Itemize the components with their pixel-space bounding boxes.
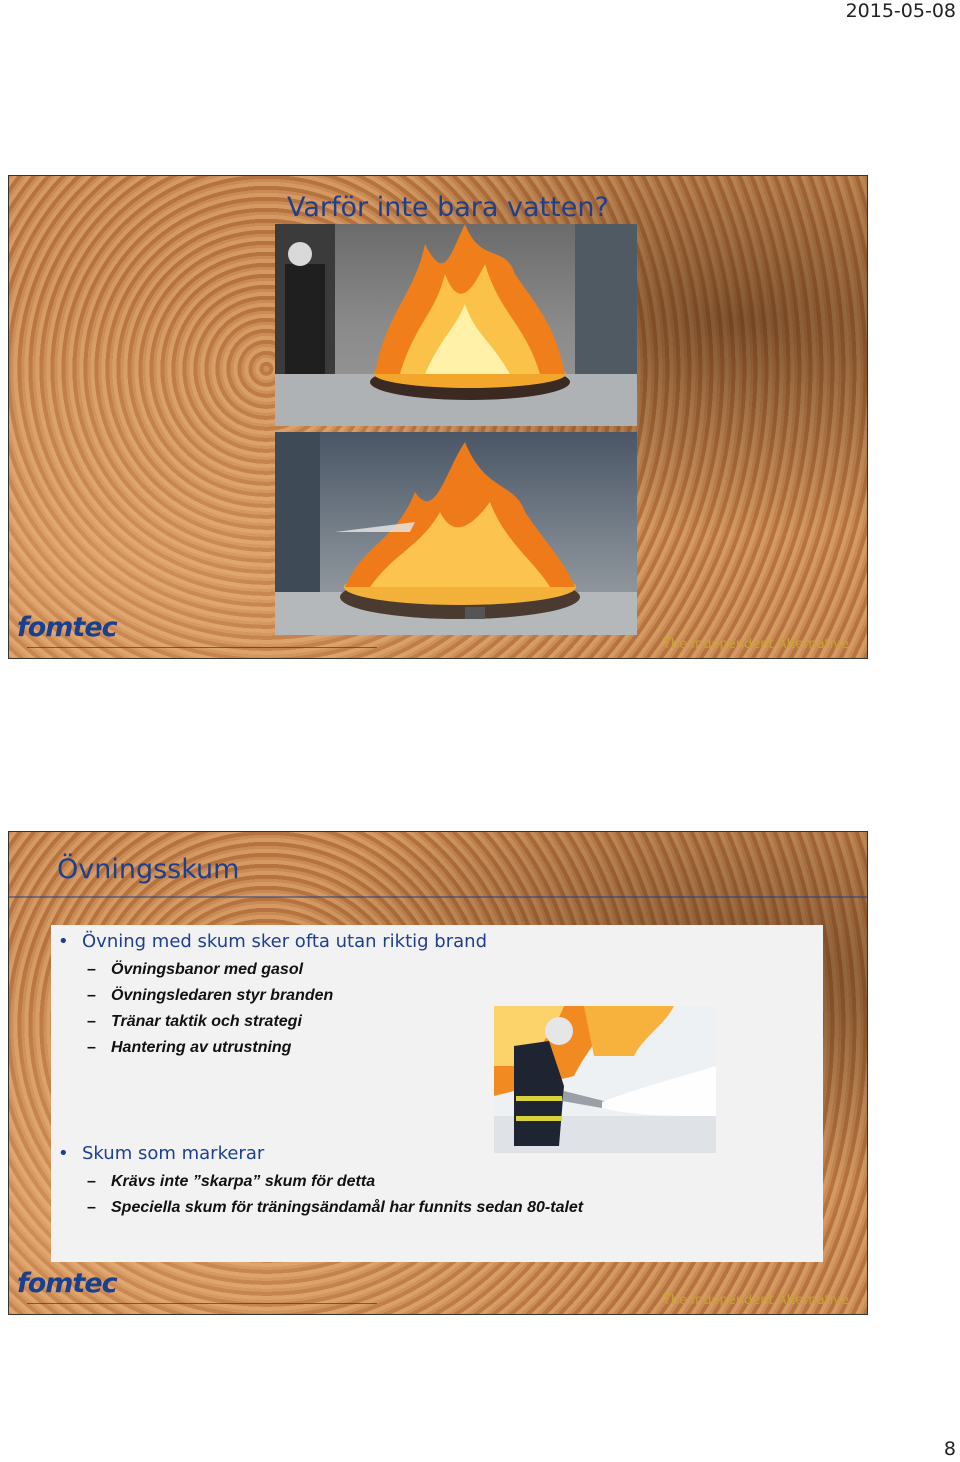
- firefighter-image: [494, 1006, 716, 1153]
- content-panel: [51, 925, 823, 1262]
- slide-1: [8, 175, 868, 659]
- print-date: 2015-05-08: [845, 0, 956, 22]
- logo-wordmark: fomtec: [17, 612, 117, 643]
- firefighter-photo: [494, 1006, 716, 1153]
- fire-photo-top: [275, 224, 637, 426]
- fire-image-bottom: [275, 432, 637, 635]
- sub-bullet-1-2: – Övningsledaren styr branden: [111, 987, 333, 1005]
- tagline: The Independent Alternative: [662, 1293, 849, 1308]
- fomtec-logo: [17, 1268, 147, 1308]
- sub-bullet-1-1: – Övningsbanor med gasol: [111, 961, 303, 979]
- fomtec-logo: [17, 612, 147, 652]
- sub-bullet-1-4: – Hantering av utrustning: [111, 1039, 291, 1057]
- sub-bullet-2-1: – Krävs inte ”skarpa” skum för detta: [111, 1173, 375, 1191]
- logo-underline: [27, 1303, 377, 1304]
- sub-bullet-2-2: – Speciella skum för träningsändamål har funnits sedan 80-talet: [111, 1199, 583, 1217]
- logo-wordmark: fomtec: [17, 1268, 117, 1299]
- slide-2: [8, 831, 868, 1315]
- page-number: 8: [943, 1438, 956, 1460]
- slide-1-title: Varför inte bara vatten?: [287, 192, 609, 223]
- title-divider: [9, 896, 867, 898]
- bullet-1: • Övning med skum sker ofta utan riktig brand: [82, 931, 487, 952]
- logo-underline: [27, 647, 377, 648]
- sub-bullet-1-3: – Tränar taktik och strategi: [111, 1013, 302, 1031]
- slide-2-title: Övningsskum: [57, 854, 240, 885]
- fire-photo-bottom: [275, 432, 637, 635]
- fire-image-top: [275, 224, 637, 426]
- bullet-2: • Skum som markerar: [82, 1143, 264, 1164]
- tagline: The Independent Alternative: [662, 637, 849, 652]
